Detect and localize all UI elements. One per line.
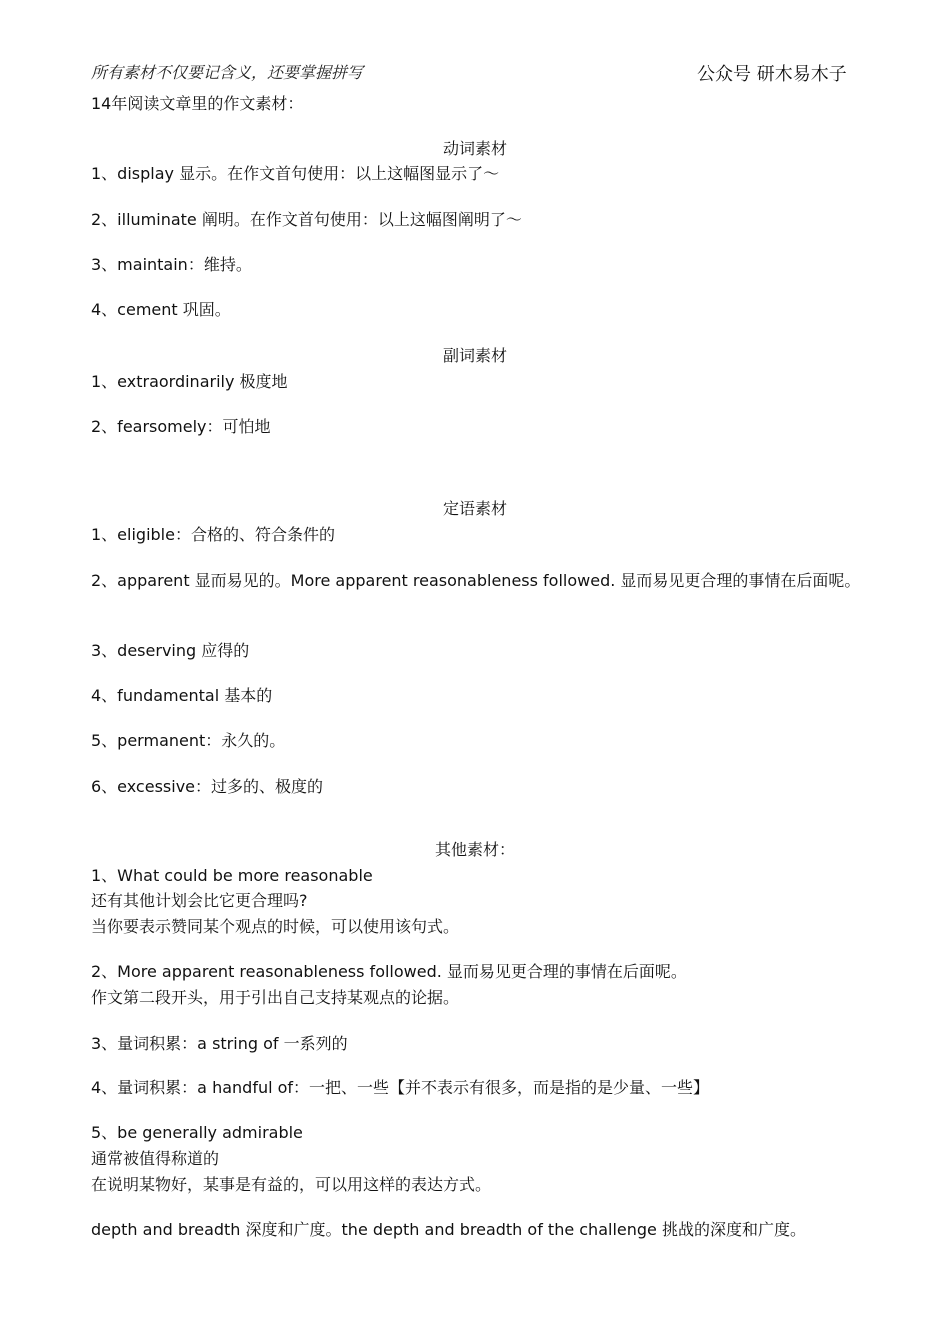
adverb-item-1: 1、extraordinarily 极度地: [91, 372, 288, 391]
others-title: 其他素材：: [434, 840, 515, 859]
verb-item-4: 4、cement 巩固。: [91, 300, 231, 319]
final-line: depth and breadth 深度和广度。the depth and breadth of the challenge 挑战的深度和广度。: [91, 1220, 806, 1239]
other-item-1-line-1: 1、What could be more reasonable: [91, 866, 373, 885]
attributive-item-2: 2、apparent 显而易见的。More apparent reasonableness followed. 显而易见更合理的事情在后面呢。: [91, 571, 861, 590]
verbs-title: 动词素材: [442, 139, 507, 158]
attributive-item-4: 4、fundamental 基本的: [91, 686, 273, 705]
other-item-1-line-2: 还有其他计划会比它更合理吗?: [91, 891, 308, 910]
verb-item-3: 3、maintain：维持。: [91, 255, 252, 274]
attributive-item-5: 5、permanent：永久的。: [91, 731, 286, 750]
adverbs-title: 副词素材: [442, 346, 507, 365]
attributive-item-3: 3、deserving 应得的: [91, 641, 250, 660]
other-item-3: 3、量词积累：a string of 一系列的: [91, 1034, 348, 1053]
other-item-4: 4、量词积累：a handful of：一把、一些【并不表示有很多，而是指的是少量、一些】: [91, 1078, 710, 1097]
verb-item-1: 1、display 显示。在作文首句使用：以上这幅图显示了～: [91, 164, 500, 183]
intro-line: 14年阅读文章里的作文素材：: [91, 94, 304, 113]
header-account: 公众号 研木易木子: [697, 64, 847, 85]
attributive-item-6: 6、excessive：过多的、极度的: [91, 777, 324, 796]
attributive-item-1: 1、eligible：合格的、符合条件的: [91, 525, 335, 544]
header-slogan: 所有素材不仅要记含义，还要掌握拼写: [91, 63, 364, 82]
attributives-title: 定语素材: [442, 499, 507, 518]
other-item-5-line-2: 通常被值得称道的: [91, 1149, 220, 1168]
verb-item-2: 2、illuminate 阐明。在作文首句使用：以上这幅图阐明了～: [91, 210, 522, 229]
other-item-5-line-3: 在说明某物好，某事是有益的，可以用这样的表达方式。: [91, 1175, 492, 1194]
other-item-2-line-2: 作文第二段开头，用于引出自己支持某观点的论据。: [91, 988, 460, 1007]
adverb-item-2: 2、fearsomely：可怕地: [91, 417, 271, 436]
other-item-1-line-3: 当你要表示赞同某个观点的时候，可以使用该句式。: [91, 917, 460, 936]
other-item-2-line-1: 2、More apparent reasonableness followed. 显而易见更合理的事情在后面呢。: [91, 962, 687, 981]
other-item-5-line-1: 5、be generally admirable: [91, 1123, 303, 1142]
